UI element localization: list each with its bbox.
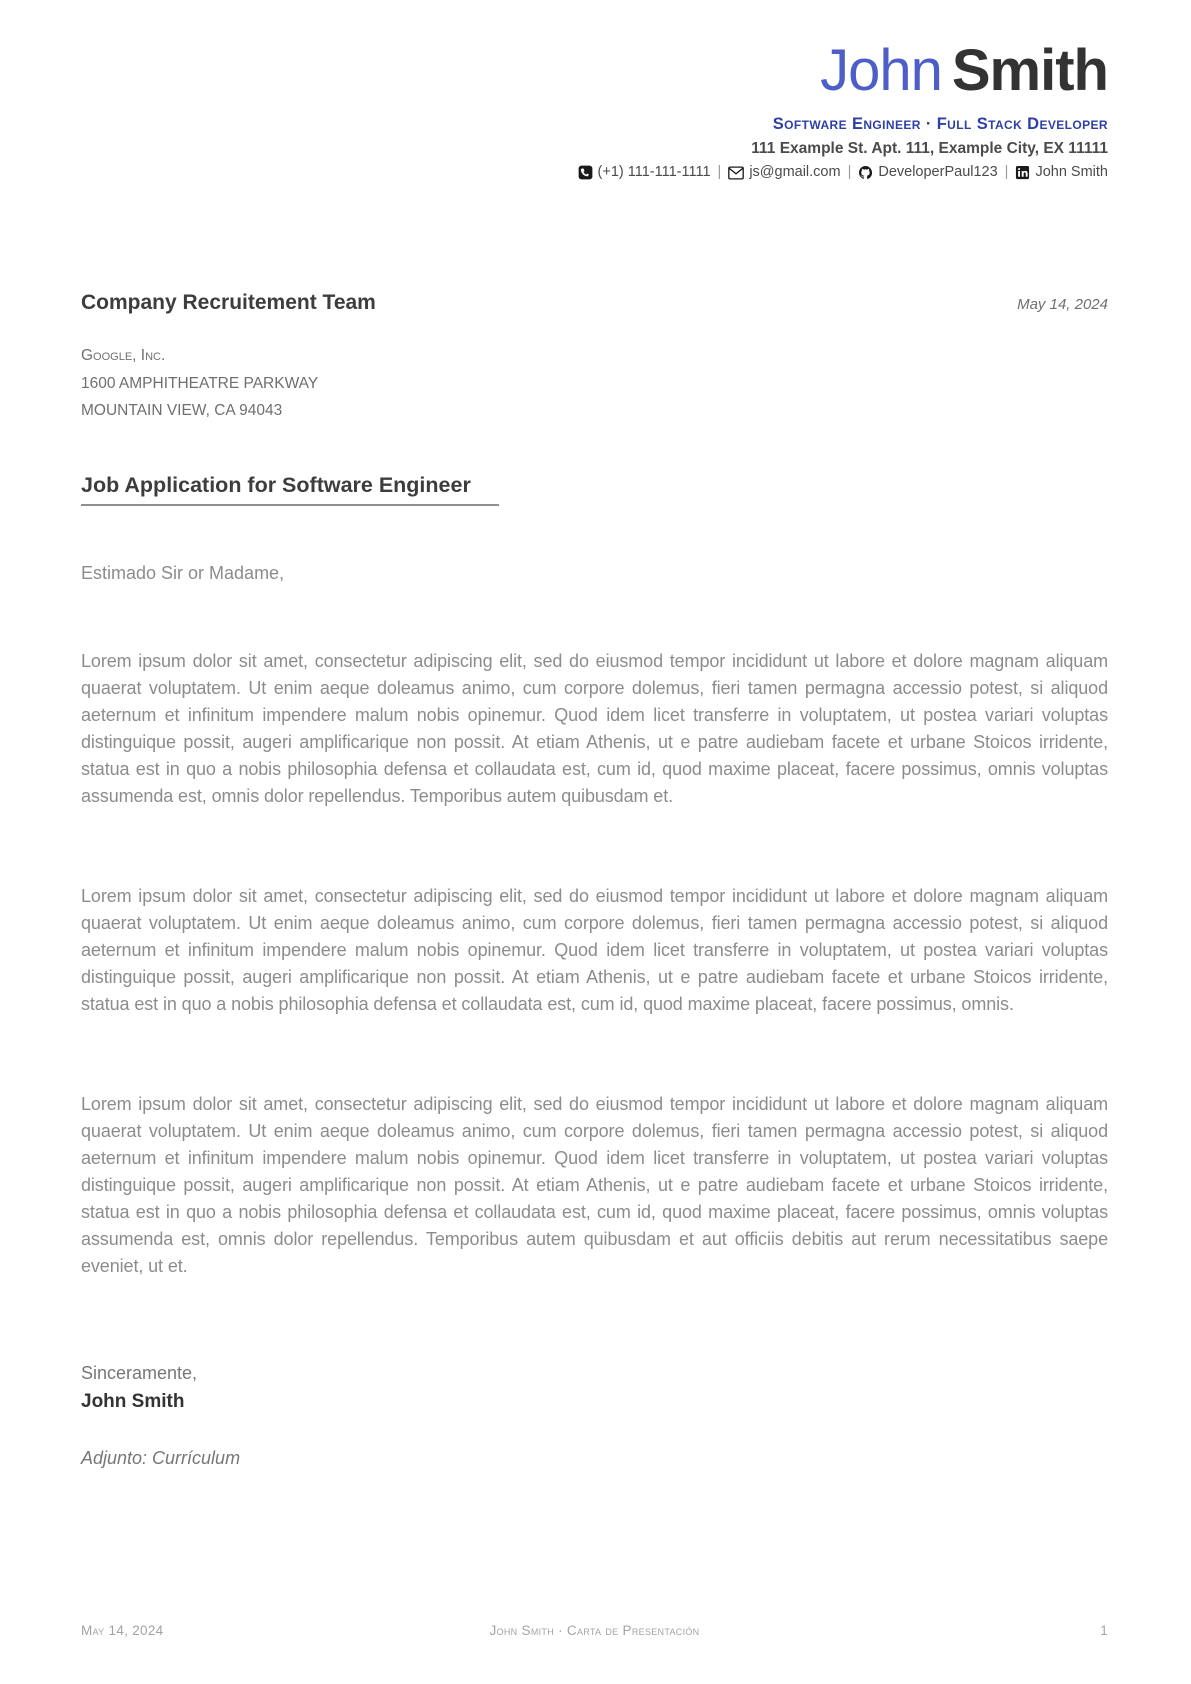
contact-separator: | xyxy=(847,164,852,180)
footer-page-number: 1 xyxy=(1100,1623,1108,1638)
closing-salutation: Sinceramente, xyxy=(81,1362,198,1383)
page-footer xyxy=(81,1623,1108,1638)
phone-square-icon xyxy=(578,165,593,180)
applicant-name xyxy=(81,40,1108,102)
email-contact[interactable] xyxy=(728,163,840,182)
letter-date: May 14, 2024 xyxy=(1017,296,1108,313)
signature-name: John Smith xyxy=(81,1390,185,1412)
paragraph-3: Lorem ipsum dolor sit amet, consectetur adipiscing elit, sed do eiusmod tempor incididunt ut labore et dolore magnam aliquam quaerat voluptatem. Ut enim aeque doleamus animo, cum corpore dolemus, fieri tamen permagna accessio potest, si aliquod aeternum et infinitum impendere malum nobis opinemur. Quod idem licet transferre in voluptatem, ut postea variari voluptas distinguique possit, augeri amplificarique non possit. At etiam Athenis, ut e patre audiebam facete et urbane Stoicos irridente, statua est in quo a nobis philosophia defensa et collaudata est, cum id, quod maxime placeat, facere possimus, omnis voluptas assumenda est, omnis dolor repellendus. Temporibus autem quibusdam et aut officiis debitis aut rerum necessitatibus saepe eveniet, ut et. xyxy=(81,1093,1108,1276)
envelope-icon xyxy=(728,166,744,180)
recipient-address-block xyxy=(81,342,1108,425)
recipient-city: MOUNTAIN VIEW, CA 94043 xyxy=(81,402,283,419)
linkedin-icon xyxy=(1015,165,1030,180)
github-contact[interactable] xyxy=(858,163,997,182)
contact-separator: | xyxy=(1004,164,1009,180)
phone-number: (+1) 111-111-1111 xyxy=(597,164,711,180)
github-username: DeveloperPaul123 xyxy=(878,164,998,180)
contact-separator: | xyxy=(717,164,722,180)
email-address: js@gmail.com xyxy=(749,164,841,180)
letter-header xyxy=(0,0,1191,182)
footer-date: May 14, 2024 xyxy=(81,1623,164,1638)
enclosure-note: Adjunto: Currículum xyxy=(81,1447,241,1468)
first-name: John xyxy=(820,38,942,103)
recipient-title: Company Recruitement Team xyxy=(81,291,376,314)
last-name: Smith xyxy=(951,38,1108,103)
letter-subject: Job Application for Software Engineer xyxy=(81,473,499,506)
recipient-street: 1600 AMPHITHEATRE PARKWAY xyxy=(81,374,319,392)
phone-contact[interactable] xyxy=(578,163,711,182)
contact-row xyxy=(81,163,1108,182)
footer-document-title: John Smith · Carta de Presentación xyxy=(489,1623,700,1638)
position-subtitle: Software Engineer · Full Stack Developer xyxy=(772,115,1108,133)
closing-block xyxy=(81,1359,1108,1416)
greeting: Estimado Sir or Madame, xyxy=(81,562,285,583)
linkedin-name: John Smith xyxy=(1035,164,1108,180)
paragraph-2: Lorem ipsum dolor sit amet, consectetur adipiscing elit, sed do eiusmod tempor incididunt ut labore et dolore magnam aliquam quaerat voluptatem. Ut enim aeque doleamus animo, cum corpore dolemus, fieri tamen permagna accessio potest, si aliquod aeternum et infinitum impendere malum nobis opinemur. Quod idem licet transferre in voluptatem, ut postea variari voluptas distinguique possit, augeri amplificarique non possit. At etiam Athenis, ut e patre audiebam facete et urbane Stoicos irridente, statua est in quo a nobis philosophia defensa et collaudata est, cum id, quod maxime placeat, facere possimus, omnis. xyxy=(81,885,1108,1014)
letter-head-row xyxy=(81,290,1108,316)
recipient-company: Google, Inc. xyxy=(81,347,166,364)
letter-body xyxy=(0,290,1191,1469)
paragraph-1: Lorem ipsum dolor sit amet, consectetur adipiscing elit, sed do eiusmod tempor incididunt ut labore et dolore magnam aliquam quaerat voluptatem. Ut enim aeque doleamus animo, cum corpore dolemus, fieri tamen permagna accessio potest, si aliquod aeternum et infinitum impendere malum nobis opinemur. Quod idem licet transferre in voluptatem, ut postea variari voluptas distinguique possit, augeri amplificarique non possit. At etiam Athenis, ut e patre audiebam facete et urbane Stoicos irridente, statua est in quo a nobis philosophia defensa et collaudata est, cum id, quod maxime placeat, facere possimus, omnis voluptas assumenda est, omnis dolor repellendus. Temporibus autem quibusdam et. xyxy=(81,650,1108,806)
linkedin-contact[interactable] xyxy=(1015,163,1108,182)
applicant-address: 111 Example St. Apt. 111, Example City, EX 11111 xyxy=(751,140,1108,157)
github-icon xyxy=(858,165,873,180)
